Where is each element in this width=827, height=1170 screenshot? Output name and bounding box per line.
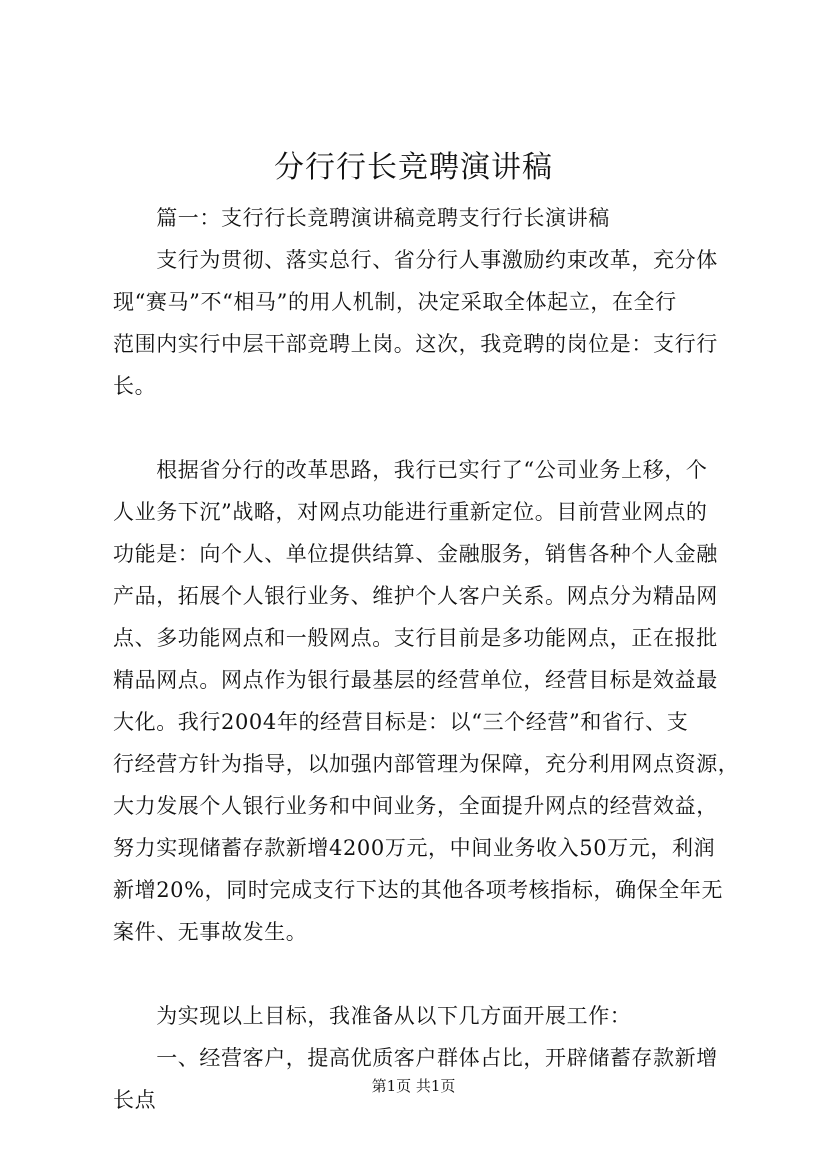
text-line: 根据省分行的改革思路，我行已实行了“公司业务上移，个	[113, 458, 708, 482]
text-line: 行经营方针为指导，以加强内部管理为保障，充分利用网点资源，	[113, 752, 740, 776]
text-line: 新增20%，同时完成支行下达的其他各项考核指标，确保全年无	[113, 878, 724, 902]
text-line: 产品，拓展个人银行业务、维护个人客户关系。网点分为精品网	[113, 584, 718, 608]
text-line: 篇一：支行行长竞聘演讲稿竞聘支行行长演讲稿	[113, 206, 610, 230]
text-line: 范围内实行中层干部竞聘上岗。这次，我竞聘的岗位是：支行行	[113, 332, 718, 356]
text-line: 点、多功能网点和一般网点。支行目前是多功能网点，正在报批	[113, 626, 718, 650]
text-line: 案件、无事故发生。	[113, 920, 308, 944]
text-line: 人业务下沉”战略，对网点功能进行重新定位。目前营业网点的	[113, 500, 708, 524]
document-title: 分行行长竞聘演讲稿	[274, 150, 553, 185]
text-line: 支行为贯彻、落实总行、省分行人事激励约束改革，充分体	[113, 248, 718, 272]
text-line: 努力实现储蓄存款新增4200万元，中间业务收入50万元，利润	[113, 836, 716, 860]
text-line: 大化。我行2004年的经营目标是：以“三个经营”和省行、支	[113, 710, 689, 734]
text-line: 现“赛马”不“相马”的用人机制，决定采取全体起立，在全行	[113, 290, 677, 314]
text-line: 一、经营客户，提高优质客户群体占比，开辟储蓄存款新增	[113, 1046, 718, 1070]
text-line: 长。	[113, 374, 157, 398]
text-line: 精品网点。网点作为银行最基层的经营单位，经营目标是效益最	[113, 668, 718, 692]
document-body	[113, 197, 740, 1121]
text-line: 功能是：向个人、单位提供结算、金融服务，销售各种个人金融	[113, 542, 718, 566]
paragraph-gap	[113, 407, 733, 449]
paragraph-gap	[113, 953, 733, 995]
text-line: 大力发展个人银行业务和中间业务，全面提升网点的经营效益，	[113, 794, 718, 818]
page-footer: 第1页 共1页	[371, 1077, 456, 1095]
text-line: 为实现以上目标，我准备从以下几方面开展工作：	[113, 1004, 632, 1028]
text-line: 长点	[113, 1088, 157, 1112]
